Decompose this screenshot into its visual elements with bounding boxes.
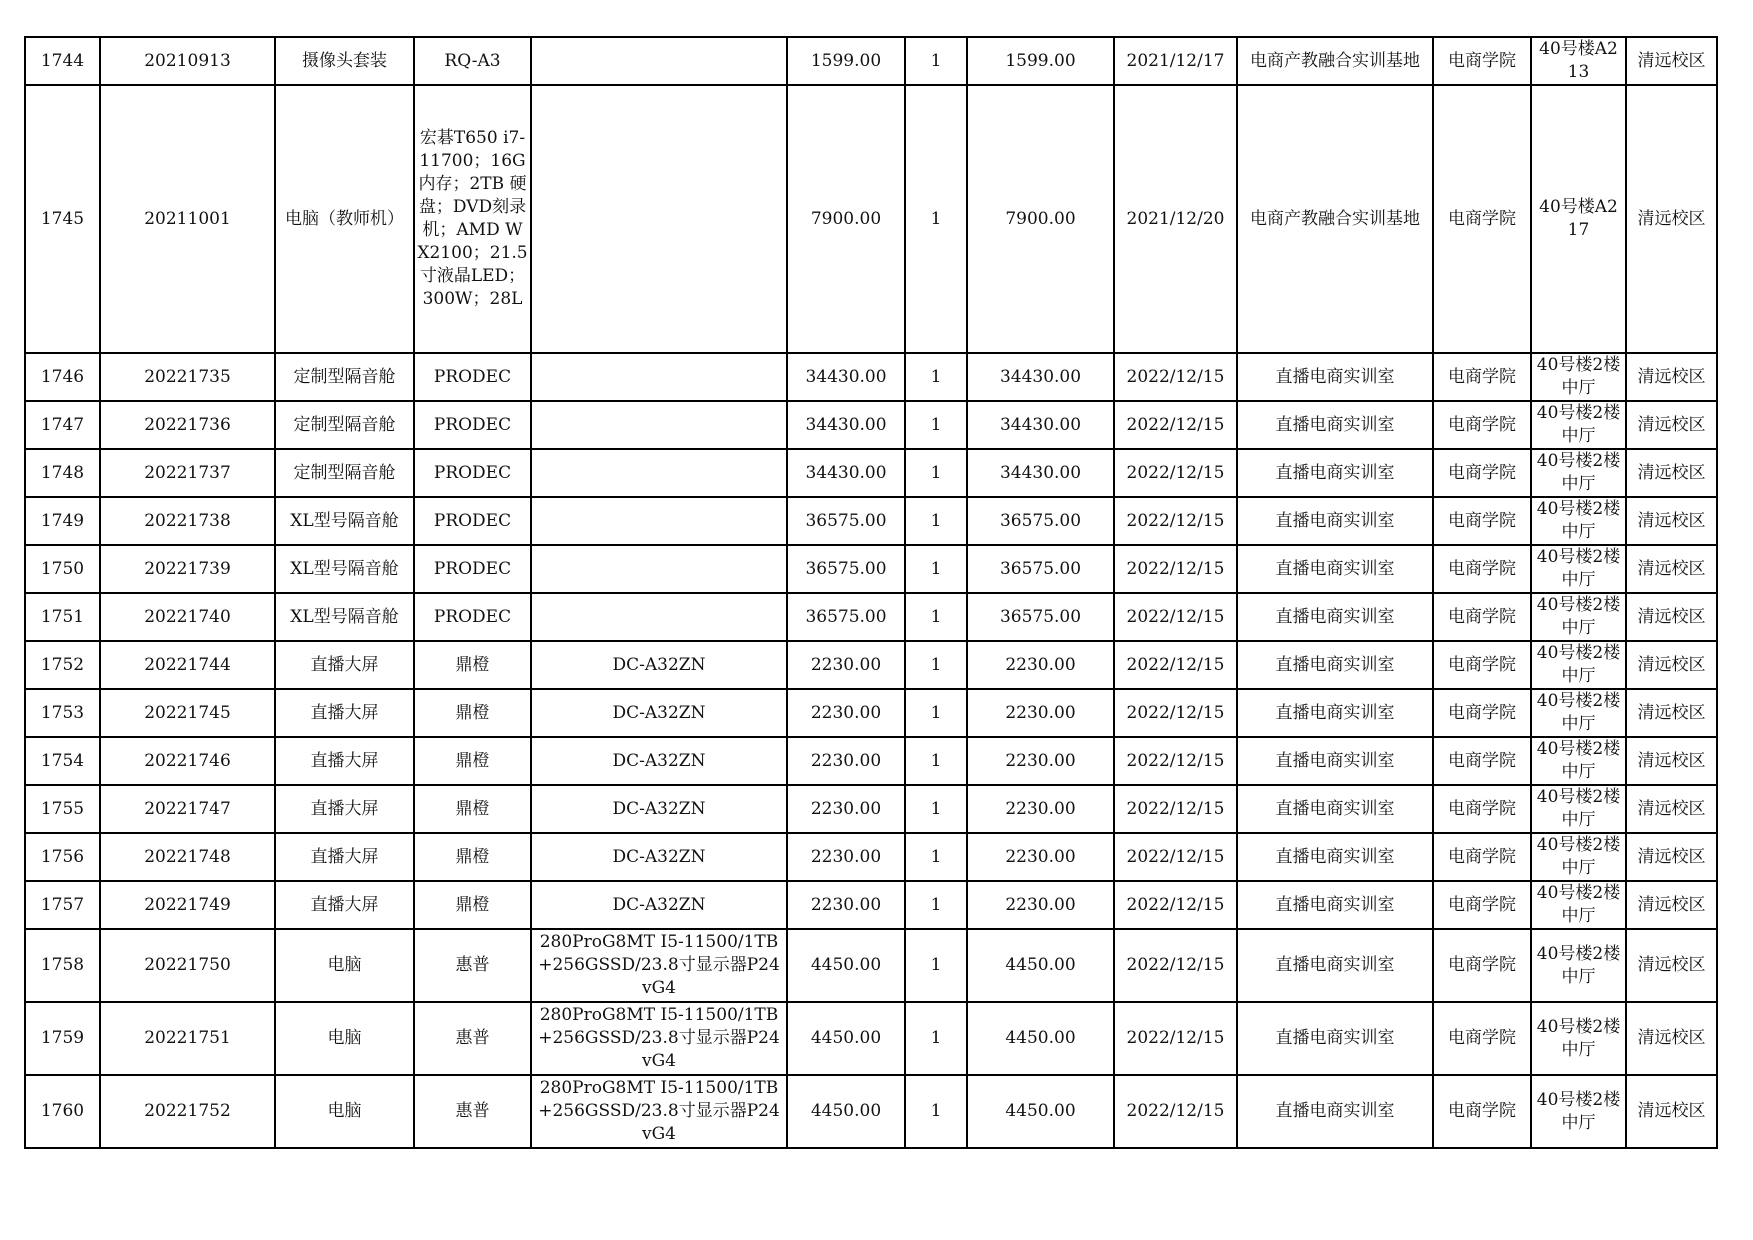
college: 电商学院 — [1433, 1002, 1531, 1075]
asset-name: XL型号隔音舱 — [275, 593, 414, 641]
campus: 清远校区 — [1626, 449, 1717, 497]
campus: 清远校区 — [1626, 737, 1717, 785]
asset-model — [531, 497, 787, 545]
purchase-date: 2022/12/15 — [1114, 641, 1237, 689]
purchase-date: 2022/12/15 — [1114, 833, 1237, 881]
asset-code: 20221739 — [100, 545, 275, 593]
asset-code: 20221735 — [100, 353, 275, 401]
college: 电商学院 — [1433, 641, 1531, 689]
asset-code: 20221737 — [100, 449, 275, 497]
campus: 清远校区 — [1626, 785, 1717, 833]
amount: 2230.00 — [967, 785, 1114, 833]
row-number: 1759 — [25, 1002, 100, 1075]
asset-brand: PRODEC — [414, 545, 531, 593]
college: 电商学院 — [1433, 545, 1531, 593]
quantity: 1 — [905, 833, 967, 881]
college: 电商学院 — [1433, 1075, 1531, 1148]
amount: 2230.00 — [967, 641, 1114, 689]
campus: 清远校区 — [1626, 1002, 1717, 1075]
row-number: 1751 — [25, 593, 100, 641]
quantity: 1 — [905, 641, 967, 689]
asset-brand: RQ-A3 — [414, 37, 531, 85]
campus: 清远校区 — [1626, 37, 1717, 85]
row-number: 1756 — [25, 833, 100, 881]
department: 直播电商实训室 — [1237, 353, 1433, 401]
row-number: 1749 — [25, 497, 100, 545]
asset-code: 20221740 — [100, 593, 275, 641]
purchase-date: 2022/12/15 — [1114, 353, 1237, 401]
asset-brand: PRODEC — [414, 401, 531, 449]
asset-name: 摄像头套装 — [275, 37, 414, 85]
campus: 清远校区 — [1626, 85, 1717, 353]
asset-model: 280ProG8MT I5-11500/1TB+256GSSD/23.8寸显示器P24vG4 — [531, 1075, 787, 1148]
purchase-date: 2022/12/15 — [1114, 881, 1237, 929]
college: 电商学院 — [1433, 881, 1531, 929]
amount: 1599.00 — [967, 37, 1114, 85]
department: 直播电商实训室 — [1237, 497, 1433, 545]
unit-price: 34430.00 — [787, 353, 905, 401]
asset-model: 280ProG8MT I5-11500/1TB+256GSSD/23.8寸显示器P24vG4 — [531, 1002, 787, 1075]
purchase-date: 2022/12/15 — [1114, 449, 1237, 497]
purchase-date: 2022/12/15 — [1114, 545, 1237, 593]
asset-code: 20211001 — [100, 85, 275, 353]
asset-name: 定制型隔音舱 — [275, 401, 414, 449]
table-row — [25, 1002, 1717, 1075]
room: 40号楼2楼中厅 — [1531, 833, 1626, 881]
amount: 34430.00 — [967, 353, 1114, 401]
campus: 清远校区 — [1626, 497, 1717, 545]
table-row — [25, 641, 1717, 689]
asset-model: DC-A32ZN — [531, 881, 787, 929]
unit-price: 34430.00 — [787, 401, 905, 449]
campus: 清远校区 — [1626, 545, 1717, 593]
quantity: 1 — [905, 689, 967, 737]
row-number: 1746 — [25, 353, 100, 401]
amount: 2230.00 — [967, 737, 1114, 785]
row-number: 1755 — [25, 785, 100, 833]
room: 40号楼2楼中厅 — [1531, 737, 1626, 785]
college: 电商学院 — [1433, 737, 1531, 785]
purchase-date: 2022/12/15 — [1114, 401, 1237, 449]
asset-code: 20221748 — [100, 833, 275, 881]
campus: 清远校区 — [1626, 881, 1717, 929]
table-row — [25, 881, 1717, 929]
asset-table — [24, 36, 1718, 1149]
room: 40号楼2楼中厅 — [1531, 1075, 1626, 1148]
table-row — [25, 353, 1717, 401]
college: 电商学院 — [1433, 929, 1531, 1002]
purchase-date: 2022/12/15 — [1114, 1002, 1237, 1075]
amount: 2230.00 — [967, 689, 1114, 737]
asset-brand: 鼎橙 — [414, 833, 531, 881]
quantity: 1 — [905, 881, 967, 929]
room: 40号楼A213 — [1531, 37, 1626, 85]
asset-model — [531, 37, 787, 85]
amount: 2230.00 — [967, 833, 1114, 881]
asset-code: 20221745 — [100, 689, 275, 737]
college: 电商学院 — [1433, 497, 1531, 545]
college: 电商学院 — [1433, 593, 1531, 641]
purchase-date: 2022/12/15 — [1114, 593, 1237, 641]
department: 直播电商实训室 — [1237, 689, 1433, 737]
amount: 2230.00 — [967, 881, 1114, 929]
row-number: 1750 — [25, 545, 100, 593]
asset-model — [531, 85, 787, 353]
row-number: 1754 — [25, 737, 100, 785]
quantity: 1 — [905, 497, 967, 545]
quantity: 1 — [905, 1002, 967, 1075]
department: 直播电商实训室 — [1237, 1002, 1433, 1075]
amount: 36575.00 — [967, 545, 1114, 593]
department: 直播电商实训室 — [1237, 737, 1433, 785]
quantity: 1 — [905, 929, 967, 1002]
room: 40号楼2楼中厅 — [1531, 785, 1626, 833]
asset-code: 20221752 — [100, 1075, 275, 1148]
asset-model: DC-A32ZN — [531, 689, 787, 737]
purchase-date: 2022/12/15 — [1114, 497, 1237, 545]
asset-brand: PRODEC — [414, 353, 531, 401]
asset-brand: PRODEC — [414, 449, 531, 497]
asset-brand: 鼎橙 — [414, 881, 531, 929]
campus: 清远校区 — [1626, 689, 1717, 737]
purchase-date: 2022/12/15 — [1114, 737, 1237, 785]
unit-price: 34430.00 — [787, 449, 905, 497]
quantity: 1 — [905, 401, 967, 449]
asset-brand: PRODEC — [414, 497, 531, 545]
department: 直播电商实训室 — [1237, 833, 1433, 881]
asset-model: DC-A32ZN — [531, 737, 787, 785]
quantity: 1 — [905, 737, 967, 785]
table-row — [25, 1075, 1717, 1148]
college: 电商学院 — [1433, 449, 1531, 497]
purchase-date: 2022/12/15 — [1114, 929, 1237, 1002]
room: 40号楼2楼中厅 — [1531, 1002, 1626, 1075]
row-number: 1752 — [25, 641, 100, 689]
asset-code: 20221747 — [100, 785, 275, 833]
department: 电商产教融合实训基地 — [1237, 37, 1433, 85]
table-row — [25, 401, 1717, 449]
campus: 清远校区 — [1626, 833, 1717, 881]
room: 40号楼2楼中厅 — [1531, 641, 1626, 689]
quantity: 1 — [905, 353, 967, 401]
asset-name: 直播大屏 — [275, 881, 414, 929]
department: 电商产教融合实训基地 — [1237, 85, 1433, 353]
row-number: 1757 — [25, 881, 100, 929]
campus: 清远校区 — [1626, 1075, 1717, 1148]
college: 电商学院 — [1433, 401, 1531, 449]
asset-code: 20221750 — [100, 929, 275, 1002]
amount: 4450.00 — [967, 1002, 1114, 1075]
table-row — [25, 37, 1717, 85]
quantity: 1 — [905, 785, 967, 833]
row-number: 1753 — [25, 689, 100, 737]
quantity: 1 — [905, 449, 967, 497]
table-row — [25, 449, 1717, 497]
college: 电商学院 — [1433, 689, 1531, 737]
asset-model: 280ProG8MT I5-11500/1TB+256GSSD/23.8寸显示器P24vG4 — [531, 929, 787, 1002]
room: 40号楼2楼中厅 — [1531, 401, 1626, 449]
department: 直播电商实训室 — [1237, 593, 1433, 641]
asset-model — [531, 401, 787, 449]
unit-price: 4450.00 — [787, 1002, 905, 1075]
campus: 清远校区 — [1626, 353, 1717, 401]
amount: 4450.00 — [967, 929, 1114, 1002]
unit-price: 2230.00 — [787, 641, 905, 689]
department: 直播电商实训室 — [1237, 641, 1433, 689]
department: 直播电商实训室 — [1237, 785, 1433, 833]
amount: 34430.00 — [967, 401, 1114, 449]
college: 电商学院 — [1433, 85, 1531, 353]
department: 直播电商实训室 — [1237, 449, 1433, 497]
amount: 34430.00 — [967, 449, 1114, 497]
asset-brand: 鼎橙 — [414, 785, 531, 833]
amount: 36575.00 — [967, 497, 1114, 545]
table-row — [25, 545, 1717, 593]
amount: 7900.00 — [967, 85, 1114, 353]
room: 40号楼2楼中厅 — [1531, 689, 1626, 737]
department: 直播电商实训室 — [1237, 545, 1433, 593]
purchase-date: 2022/12/15 — [1114, 689, 1237, 737]
college: 电商学院 — [1433, 785, 1531, 833]
amount: 36575.00 — [967, 593, 1114, 641]
room: 40号楼2楼中厅 — [1531, 353, 1626, 401]
asset-brand: 惠普 — [414, 1002, 531, 1075]
asset-name: 电脑 — [275, 1002, 414, 1075]
unit-price: 2230.00 — [787, 881, 905, 929]
asset-name: XL型号隔音舱 — [275, 497, 414, 545]
asset-name: 直播大屏 — [275, 785, 414, 833]
department: 直播电商实训室 — [1237, 929, 1433, 1002]
unit-price: 7900.00 — [787, 85, 905, 353]
table-row — [25, 785, 1717, 833]
asset-brand: 鼎橙 — [414, 689, 531, 737]
campus: 清远校区 — [1626, 929, 1717, 1002]
asset-brand: 宏碁T650 i7-11700；16G 内存；2TB 硬盘；DVD刻录机；AMD WX2100；21.5寸液晶LED；300W；28L — [414, 85, 531, 353]
unit-price: 1599.00 — [787, 37, 905, 85]
unit-price: 4450.00 — [787, 929, 905, 1002]
campus: 清远校区 — [1626, 641, 1717, 689]
unit-price: 2230.00 — [787, 737, 905, 785]
asset-code: 20210913 — [100, 37, 275, 85]
asset-code: 20221744 — [100, 641, 275, 689]
asset-model — [531, 353, 787, 401]
asset-brand: 鼎橙 — [414, 737, 531, 785]
asset-code: 20221738 — [100, 497, 275, 545]
asset-model: DC-A32ZN — [531, 833, 787, 881]
department: 直播电商实训室 — [1237, 881, 1433, 929]
asset-name: 直播大屏 — [275, 737, 414, 785]
department: 直播电商实训室 — [1237, 1075, 1433, 1148]
quantity: 1 — [905, 85, 967, 353]
quantity: 1 — [905, 1075, 967, 1148]
unit-price: 2230.00 — [787, 785, 905, 833]
asset-name: 直播大屏 — [275, 641, 414, 689]
table-row — [25, 689, 1717, 737]
table-row — [25, 85, 1717, 353]
unit-price: 2230.00 — [787, 689, 905, 737]
asset-model — [531, 593, 787, 641]
asset-name: 定制型隔音舱 — [275, 353, 414, 401]
asset-brand: 鼎橙 — [414, 641, 531, 689]
quantity: 1 — [905, 593, 967, 641]
asset-name: XL型号隔音舱 — [275, 545, 414, 593]
asset-code: 20221746 — [100, 737, 275, 785]
table-row — [25, 833, 1717, 881]
department: 直播电商实训室 — [1237, 401, 1433, 449]
college: 电商学院 — [1433, 353, 1531, 401]
asset-code: 20221736 — [100, 401, 275, 449]
row-number: 1758 — [25, 929, 100, 1002]
room: 40号楼2楼中厅 — [1531, 881, 1626, 929]
unit-price: 4450.00 — [787, 1075, 905, 1148]
room: 40号楼2楼中厅 — [1531, 497, 1626, 545]
quantity: 1 — [905, 37, 967, 85]
amount: 4450.00 — [967, 1075, 1114, 1148]
room: 40号楼2楼中厅 — [1531, 593, 1626, 641]
row-number: 1747 — [25, 401, 100, 449]
asset-model — [531, 545, 787, 593]
asset-code: 20221749 — [100, 881, 275, 929]
room: 40号楼2楼中厅 — [1531, 449, 1626, 497]
row-number: 1745 — [25, 85, 100, 353]
row-number: 1760 — [25, 1075, 100, 1148]
college: 电商学院 — [1433, 833, 1531, 881]
asset-name: 直播大屏 — [275, 833, 414, 881]
table-row — [25, 593, 1717, 641]
unit-price: 36575.00 — [787, 593, 905, 641]
unit-price: 2230.00 — [787, 833, 905, 881]
table-row — [25, 929, 1717, 1002]
asset-name: 直播大屏 — [275, 689, 414, 737]
college: 电商学院 — [1433, 37, 1531, 85]
table-row — [25, 497, 1717, 545]
campus: 清远校区 — [1626, 593, 1717, 641]
row-number: 1744 — [25, 37, 100, 85]
room: 40号楼2楼中厅 — [1531, 929, 1626, 1002]
room: 40号楼2楼中厅 — [1531, 545, 1626, 593]
purchase-date: 2021/12/20 — [1114, 85, 1237, 353]
asset-code: 20221751 — [100, 1002, 275, 1075]
purchase-date: 2021/12/17 — [1114, 37, 1237, 85]
asset-model: DC-A32ZN — [531, 641, 787, 689]
row-number: 1748 — [25, 449, 100, 497]
asset-model — [531, 449, 787, 497]
asset-name: 电脑（教师机） — [275, 85, 414, 353]
room: 40号楼A217 — [1531, 85, 1626, 353]
table-row — [25, 737, 1717, 785]
purchase-date: 2022/12/15 — [1114, 1075, 1237, 1148]
asset-name: 定制型隔音舱 — [275, 449, 414, 497]
unit-price: 36575.00 — [787, 497, 905, 545]
asset-brand: PRODEC — [414, 593, 531, 641]
unit-price: 36575.00 — [787, 545, 905, 593]
campus: 清远校区 — [1626, 401, 1717, 449]
purchase-date: 2022/12/15 — [1114, 785, 1237, 833]
asset-name: 电脑 — [275, 1075, 414, 1148]
quantity: 1 — [905, 545, 967, 593]
asset-model: DC-A32ZN — [531, 785, 787, 833]
asset-brand: 惠普 — [414, 929, 531, 1002]
asset-brand: 惠普 — [414, 1075, 531, 1148]
asset-name: 电脑 — [275, 929, 414, 1002]
